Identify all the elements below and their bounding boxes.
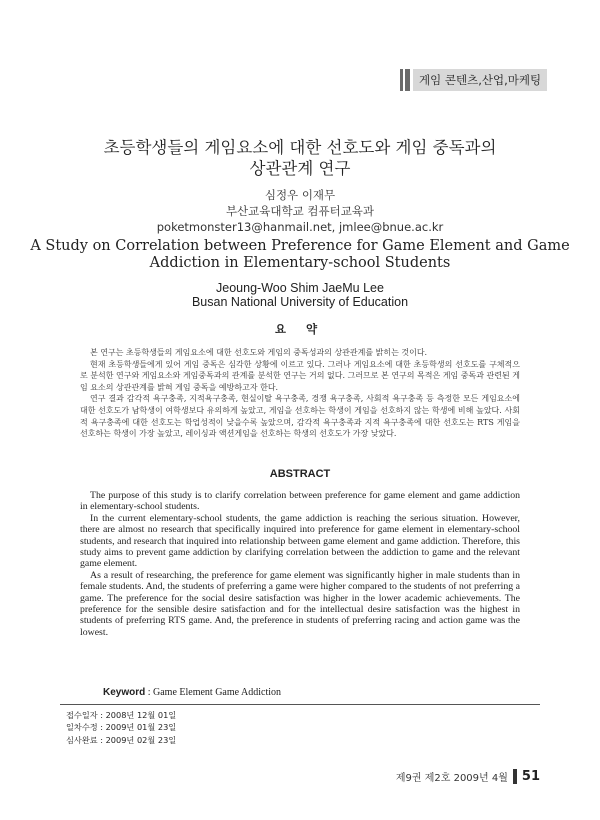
english-title-line1: A Study on Correlation between Preference for Game Element and Game: [30, 238, 570, 254]
english-abstract-heading: ABSTRACT: [269, 468, 331, 480]
korean-authors: 심정우 이재무: [264, 188, 336, 202]
author-emails: poketmonster13@hanmail.net, jmlee@bnue.ac.kr: [156, 220, 444, 234]
keywords: [103, 687, 281, 698]
english-affiliation: Busan National University of Education: [191, 295, 409, 309]
submission-dates: [66, 709, 176, 746]
english-authors: Jeoung-Woo Shim JaeMu Lee: [216, 281, 384, 295]
korean-abstract-paragraph: 본 연구는 초등학생들의 게임요소에 대한 선호도와 게임의 중독성과의 상관관계를 밝히는 것이다.: [90, 348, 428, 357]
page-number: 51: [521, 769, 540, 784]
korean-affiliation: 부산교육대학교 컴퓨터교육과: [225, 204, 375, 218]
english-abstract-paragraph: The purpose of this study is to clarify correlation between preference for game element and game addiction in elementary-school students.: [80, 490, 520, 513]
english-author-block: [0, 281, 600, 309]
english-abstract: [80, 490, 520, 638]
korean-title-line1: 초등학생들의 게임요소에 대한 선호도와 게임 중독과의: [103, 138, 497, 157]
korean-abstract-heading: 요 약: [274, 322, 326, 336]
footer-separator: [513, 769, 517, 784]
keyword-text: : Game Element Game Addiction: [147, 687, 282, 698]
date-received: 접수일자 : 2008년 12월 01일: [66, 710, 177, 720]
korean-abstract-paragraph: 현재 초등학생들에게 있어 게임 중독은 심각한 상황에 이르고 있다. 그러나 게임요소에 대한 초등학생의 선호도를 구체적으로 분석한 연구와 게임요소와 게임중독과의 관계를 분석한 연구는 거의 없다. 그러므로 본 연구의 목적은 게임 중독과 관련된 게임 요소의 상관관계를 밝혀 게임 중독을 예방하고자 한다.: [80, 359, 520, 392]
issue-info: 제9권 제2호 2009년 4월: [395, 773, 508, 784]
tag-bar-thick: [405, 69, 410, 91]
category-label: 게임 콘텐츠,산업,마케팅: [413, 69, 547, 91]
korean-abstract: [80, 347, 520, 440]
korean-title: [0, 137, 600, 179]
date-revised: 일차수정 : 2009년 01월 23일: [66, 722, 177, 733]
divider-rule: [60, 704, 540, 705]
korean-abstract-paragraph: 연구 결과 감각적 욕구충족, 지적욕구충족, 현실이탈 욕구충족, 경쟁 욕구충족, 사회적 욕구충족 등 측정한 모든 게임요소에 대한 선호도가 남학생이 여학생보다 유의하게 높았고, 게임을 선호하는 학생이 게임을 선호하지 않는 학생에 비해 높았다. 사회적 욕구충족에 대한 선호도는 학업성적이 낮을수록 높았으며, 감각적 욕구충족과 지적 욕구충족에 대한 선호도는 RTS 게임을 선호하는 학생이 가장 높았고, 레이싱과 액션게임을 선호하는 학생의 선호도가 가장 낮았다.: [80, 394, 520, 439]
page-footer: [396, 769, 540, 784]
category-tag: [400, 69, 547, 91]
date-accepted: 심사완료 : 2009년 02월 23일: [66, 734, 177, 745]
tag-bar-thin: [400, 69, 403, 91]
english-title: [0, 238, 600, 272]
keyword-label: Keyword: [103, 687, 146, 698]
english-abstract-paragraph: As a result of researching, the preference for game element was significantly higher in male students than in female students. And, the students of preferring a game were higher compared to the students of not preferring a game. The preference for the social desire satisfaction was higher in the lower academic achievements. The preference for the sensible desire satisfaction and for the intellectual desire satisfaction was the highest in students of preferring RTS game. And, the preference in students of preferring racing and action game was the lowest.: [80, 569, 520, 638]
english-abstract-paragraph: In the current elementary-school students, the game addiction is reaching the serious situation. However, there are almost no research that specifically inquired into preference for game element in elementary-school students, and research that inquired into relationship between game element and game addiction. Therefore, this study aims to prevent game addiction by clarifying correlation between the addiction to game and the relevant game element.: [80, 512, 520, 570]
korean-author-block: [0, 187, 600, 235]
english-title-line2: Addiction in Elementary-school Students: [149, 255, 451, 271]
korean-title-line2: 상관관계 연구: [249, 159, 351, 178]
